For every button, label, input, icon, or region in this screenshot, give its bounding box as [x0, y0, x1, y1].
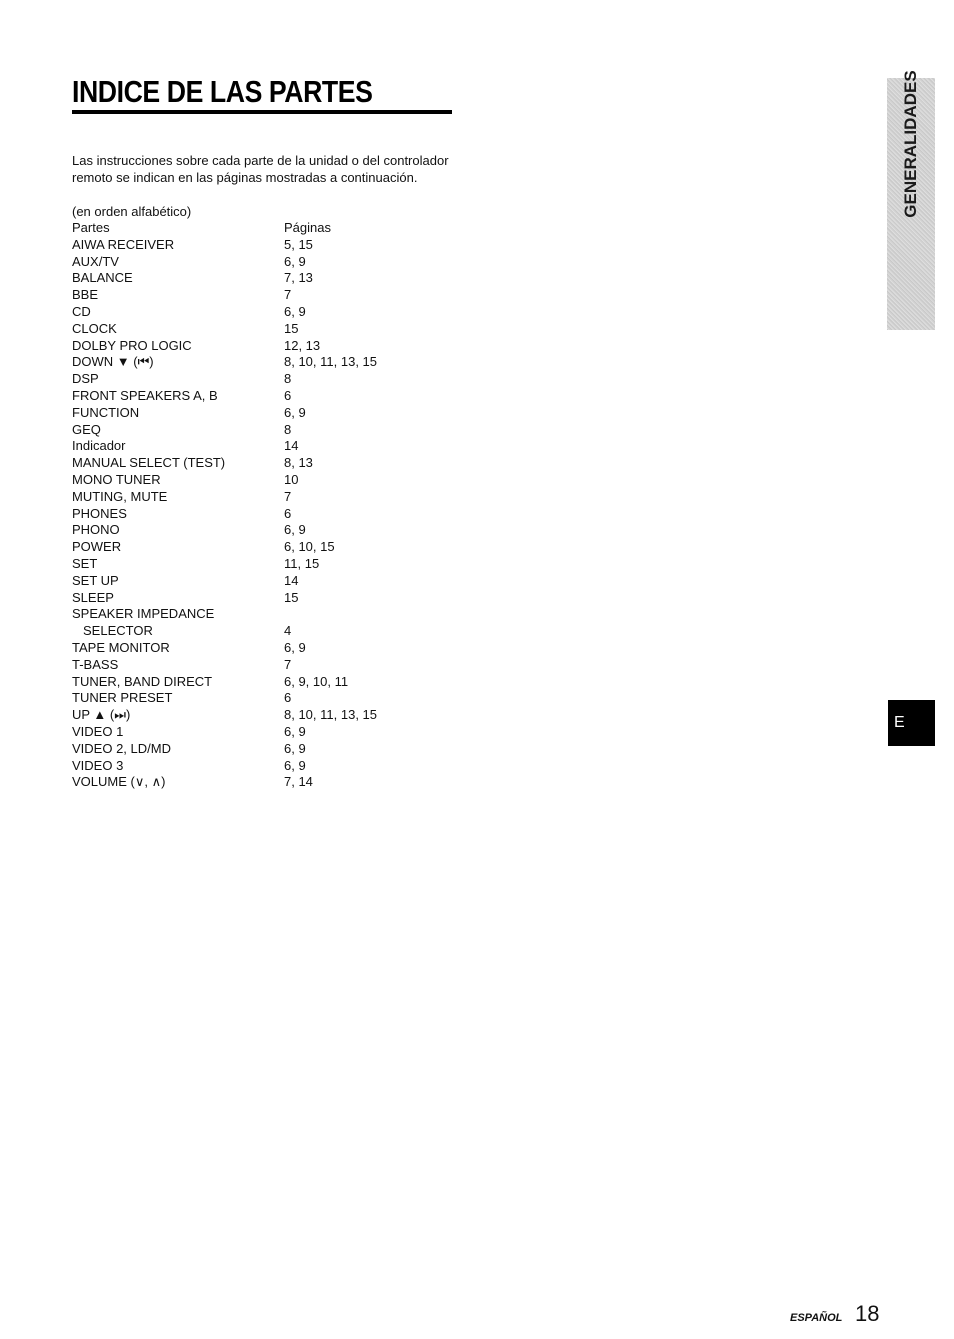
row-pages: 15 [284, 320, 299, 336]
row-part: TAPE MONITOR [72, 639, 170, 655]
row-pages [284, 606, 377, 623]
table-row [72, 304, 377, 321]
table-row [72, 237, 377, 254]
row-part: SLEEP [72, 589, 114, 605]
row-part: VIDEO 3 [72, 757, 124, 773]
table-row [72, 489, 377, 506]
row-pages: 6, 9 [284, 639, 306, 655]
row-pages: 4 [284, 623, 292, 639]
table-row [72, 455, 377, 472]
row-part: BBE [72, 287, 99, 303]
table-row [72, 707, 377, 724]
row-pages: 8, 10, 11, 13, 15 [284, 707, 377, 723]
table-header-row [72, 220, 377, 237]
title-underline [72, 110, 452, 114]
section-side-tab-label: GENERALIDADES [901, 70, 920, 218]
row-pages: 6, 9, 10, 11 [284, 673, 349, 689]
row-part: DOWN ▼ (⏮) [72, 354, 154, 370]
table-row [72, 590, 377, 607]
row-pages: 10 [284, 471, 299, 487]
row-part: PHONO [72, 522, 120, 538]
row-pages: 14 [284, 572, 299, 588]
row-part: UP ▲ (⏭) [72, 707, 131, 723]
table-row [72, 388, 377, 405]
table-row [72, 690, 377, 707]
row-part: MONO TUNER [72, 471, 161, 487]
table-body [72, 237, 377, 791]
row-pages: 12, 13 [284, 337, 321, 353]
row-part: T-BASS [72, 656, 119, 672]
table-row [72, 321, 377, 338]
row-part: AUX/TV [72, 253, 119, 269]
table-row [72, 573, 377, 590]
row-pages: 7 [284, 287, 292, 303]
row-part: SELECTOR [83, 623, 153, 639]
row-part: CD [72, 303, 91, 319]
row-part: GEQ [72, 421, 101, 437]
row-pages: 8 [284, 371, 292, 387]
row-part: VOLUME (∨, ∧) [72, 774, 166, 790]
row-part: POWER [72, 539, 122, 555]
row-pages: 14 [284, 438, 299, 454]
table-row [72, 657, 377, 674]
table-row [72, 774, 377, 791]
row-part: PHONES [72, 505, 127, 521]
row-pages: 6 [284, 505, 292, 521]
row-pages: 6, 9 [284, 522, 306, 538]
row-pages: 6 [284, 690, 292, 706]
table-row [72, 640, 377, 657]
row-part: SET [72, 555, 98, 571]
row-part: TUNER, BAND DIRECT [72, 673, 213, 689]
row-part: FUNCTION [72, 404, 140, 420]
row-part: DOLBY PRO LOGIC [72, 337, 192, 353]
column-header-part: Partes [72, 220, 110, 235]
row-pages: 7 [284, 656, 292, 672]
page-title: INDICE DE LAS PARTES [72, 74, 373, 109]
table-row [72, 539, 377, 556]
row-part: VIDEO 2, LD/MD [72, 740, 171, 756]
row-pages: 7 [284, 488, 292, 504]
row-part: VIDEO 1 [72, 723, 124, 739]
table-row [72, 556, 377, 573]
table-row [72, 354, 377, 371]
row-part: Indicador [72, 438, 126, 454]
row-part: SET UP [72, 572, 119, 588]
table-row [72, 522, 377, 539]
row-pages: 8 [284, 421, 292, 437]
section-side-tab [887, 70, 935, 330]
table-row [72, 606, 377, 623]
order-note: (en orden alfabético) [72, 204, 192, 219]
table-row [72, 438, 377, 455]
row-part: FRONT SPEAKERS A, B [72, 387, 218, 403]
table-row [72, 254, 377, 271]
row-pages: 6, 9 [284, 404, 306, 420]
row-part: MANUAL SELECT (TEST) [72, 455, 226, 471]
row-pages: 6, 9 [284, 723, 306, 739]
language-tab-letter: E [894, 714, 905, 731]
row-pages: 11, 15 [284, 555, 320, 571]
row-pages: 6, 9 [284, 757, 306, 773]
row-part: TUNER PRESET [72, 690, 173, 706]
table-row [72, 422, 377, 439]
row-part: AIWA RECEIVER [72, 236, 175, 252]
table-row [72, 287, 377, 304]
row-pages: 5, 15 [284, 236, 313, 252]
row-part: DSP [72, 371, 99, 387]
row-part: CLOCK [72, 320, 117, 336]
column-header-pages: Páginas [284, 220, 331, 235]
table-row [72, 674, 377, 691]
table-row [72, 270, 377, 287]
parts-index-table [72, 220, 377, 791]
row-part: BALANCE [72, 270, 133, 286]
table-row [72, 741, 377, 758]
table-row [72, 506, 377, 523]
row-pages: 6, 9 [284, 303, 306, 319]
row-part: MUTING, MUTE [72, 488, 168, 504]
row-part: SPEAKER IMPEDANCE [72, 606, 215, 622]
footer-page-number: 18 [855, 1301, 880, 1326]
row-pages: 8, 13 [284, 455, 313, 471]
row-pages: 6, 9 [284, 253, 306, 269]
row-pages: 15 [284, 589, 299, 605]
table-row [72, 758, 377, 775]
row-pages: 6 [284, 387, 292, 403]
table-row [72, 405, 377, 422]
row-pages: 8, 10, 11, 13, 15 [284, 354, 377, 370]
row-pages: 7, 14 [284, 774, 313, 790]
language-tab [888, 700, 935, 746]
row-pages: 6, 9 [284, 740, 306, 756]
table-row [72, 338, 377, 355]
row-pages: 6, 10, 15 [284, 539, 335, 555]
footer-language: ESPAÑOL [790, 1312, 843, 1324]
table-row [72, 623, 377, 640]
table-row [72, 371, 377, 388]
table-row [72, 724, 377, 741]
row-pages: 7, 13 [284, 270, 313, 286]
intro-paragraph: Las instrucciones sobre cada parte de la unidad o del controlador remoto se indican en las páginas mostradas a continuación. [72, 153, 449, 185]
table-row [72, 472, 377, 489]
